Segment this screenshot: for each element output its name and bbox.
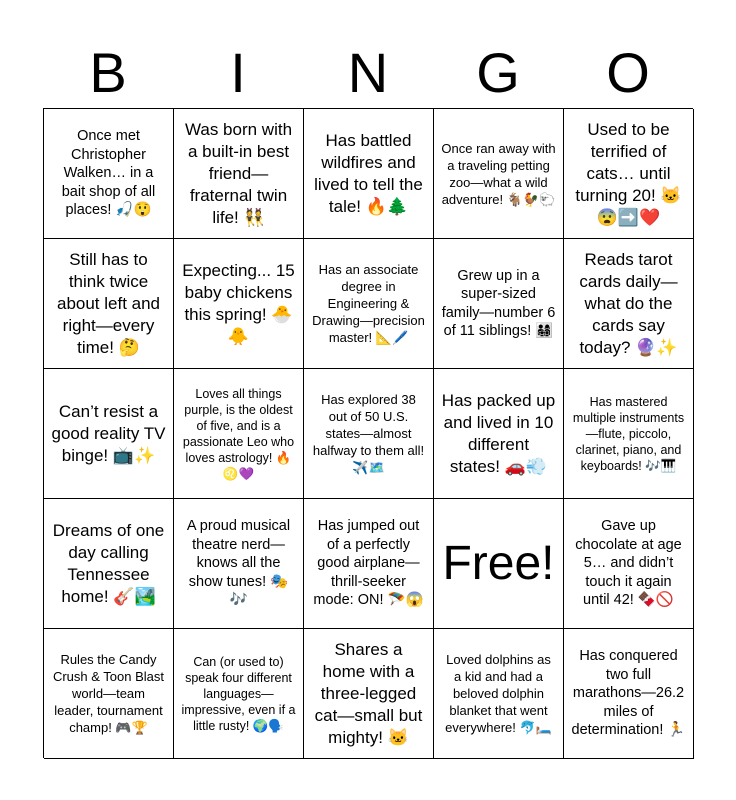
- cell-text: A proud musical theatre nerd—knows all the show tunes! 🎭🎶: [186, 518, 291, 609]
- bingo-cell-r3c2[interactable]: [174, 369, 304, 499]
- cell-text: Has explored 38 out of 50 U.S. states—almost halfway to them all! ✈️🗺️: [312, 392, 425, 475]
- bingo-cell-r3c1[interactable]: [44, 369, 174, 499]
- cell-text: Grew up in a super-sized family—number 6 of 11 siblings! 👨‍👩‍👧‍👦: [441, 267, 556, 339]
- cell-text: Reads tarot cards daily—what do the cards say today? 🔮✨: [579, 249, 678, 357]
- cell-text: Loves all things purple, is the oldest of five, and is a passionate Leo who loves astrology! 🔥♌💜: [182, 386, 295, 481]
- cell-text: Has jumped out of a perfectly good airplane—thrill-seeker mode: ON! 🪂😱: [313, 518, 424, 609]
- cell-text: Gave up chocolate at age 5… and didn’t touch it again until 42! 🍫🚫: [575, 518, 682, 609]
- bingo-cell-r5c1[interactable]: [44, 629, 174, 759]
- bingo-grid: [43, 108, 693, 758]
- cell-text: Loved dolphins as a kid and had a beloved dolphin blanket that went everywhere! 🐬🛏️: [445, 652, 552, 735]
- cell-text: Has conquered two full marathons—26.2 miles of determination! 🏃: [571, 648, 686, 739]
- bingo-header: [43, 38, 693, 108]
- cell-text: Has battled wildfires and lived to tell the tale! 🔥🌲: [314, 130, 423, 216]
- cell-text: Shares a home with a three-legged cat—small but mighty! 🐱: [314, 639, 423, 747]
- bingo-cell-free[interactable]: [434, 499, 564, 629]
- bingo-cell-r1c5[interactable]: [564, 109, 694, 239]
- bingo-cell-r4c2[interactable]: [174, 499, 304, 629]
- cell-text: Can (or used to) speak four different languages—impressive, even if a little rusty! 🌍🗣️: [181, 654, 296, 733]
- cell-text: Has an associate degree in Engineering & Drawing—precision master! 📐🖊️: [312, 262, 425, 345]
- cell-text: Rules the Candy Crush & Toon Blast world—team leader, tournament champ! 🎮🏆: [52, 652, 165, 735]
- bingo-cell-r2c3[interactable]: [304, 239, 434, 369]
- cell-text: Has packed up and lived in 10 different states! 🚗💨: [441, 390, 556, 476]
- header-letter-n: N: [347, 41, 389, 104]
- header-letter-b: B: [89, 41, 127, 104]
- bingo-cell-r3c4[interactable]: [434, 369, 564, 499]
- bingo-cell-r1c3[interactable]: [304, 109, 434, 239]
- cell-text: Has mastered multiple instruments—flute, piccolo, clarinet, piano, and keyboards! 🎶🎹: [572, 394, 685, 473]
- bingo-cell-r5c4[interactable]: [434, 629, 564, 759]
- bingo-cell-r2c5[interactable]: [564, 239, 694, 369]
- bingo-cell-r1c1[interactable]: [44, 109, 174, 239]
- bingo-cell-r4c5[interactable]: [564, 499, 694, 629]
- bingo-cell-r1c2[interactable]: [174, 109, 304, 239]
- bingo-cell-r1c4[interactable]: [434, 109, 564, 239]
- cell-text: Once met Christopher Walken… in a bait shop of all places! 🎣😲: [61, 128, 156, 219]
- bingo-cell-r4c1[interactable]: [44, 499, 174, 629]
- bingo-cell-r2c1[interactable]: [44, 239, 174, 369]
- header-letter-o: O: [606, 41, 650, 104]
- bingo-cell-r4c3[interactable]: [304, 499, 434, 629]
- header-letter-i: I: [230, 41, 246, 104]
- cell-text: Expecting... 15 baby chickens this spring! 🐣🐥: [182, 260, 295, 346]
- cell-text: Can’t resist a good reality TV binge! 📺✨: [51, 401, 166, 465]
- bingo-cell-r2c4[interactable]: [434, 239, 564, 369]
- cell-text: Still has to think twice about left and right—every time! 🤔: [56, 249, 161, 357]
- bingo-cell-r5c5[interactable]: [564, 629, 694, 759]
- bingo-cell-r3c3[interactable]: [304, 369, 434, 499]
- cell-text: Was born with a built-in best friend—fraternal twin life! 👯: [184, 119, 293, 227]
- free-space-label: Free!: [442, 536, 555, 590]
- cell-text: Once ran away with a traveling petting zoo—what a wild adventure! 🐐🐓🐑: [441, 140, 556, 207]
- cell-text: Dreams of one day calling Tennessee home! 🎸🏞️: [52, 520, 165, 606]
- bingo-cell-r5c3[interactable]: [304, 629, 434, 759]
- bingo-cell-r5c2[interactable]: [174, 629, 304, 759]
- cell-text: Used to be terrified of cats… until turning 20! 🐱😨➡️❤️: [575, 119, 682, 227]
- bingo-cell-r2c2[interactable]: [174, 239, 304, 369]
- header-letter-g: G: [476, 41, 520, 104]
- bingo-cell-r3c5[interactable]: [564, 369, 694, 499]
